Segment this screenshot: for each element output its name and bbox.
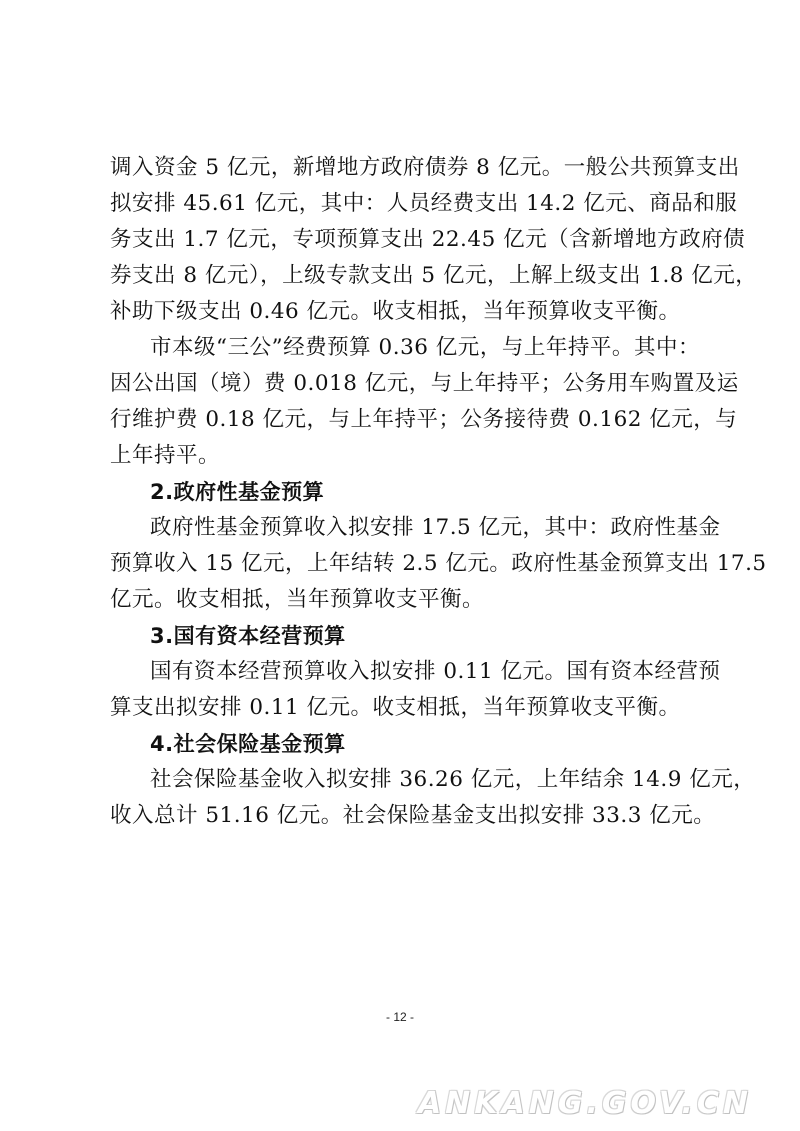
section-heading: 3.国有资本经营预算 xyxy=(150,624,346,648)
section-heading: 2.政府性基金预算 xyxy=(150,480,325,504)
text-line: 国有资本经营预算收入拟安排 0.11 亿元。国有资本经营预 xyxy=(150,659,721,684)
text-line: 券支出 8 亿元），上级专款支出 5 亿元，上解上级支出 1.8 亿元， xyxy=(110,263,758,288)
text-line: 调入资金 5 亿元，新增地方政府债券 8 亿元。一般公共预算支出 xyxy=(110,155,740,180)
text-line: 亿元。收支相抵，当年预算收支平衡。 xyxy=(110,587,485,612)
text-line: 拟安排 45.61 亿元，其中：人员经费支出 14.2 亿元、商品和服 xyxy=(110,191,738,216)
text-line: 预算收入 15 亿元，上年结转 2.5 亿元。政府性基金预算支出 17.5 xyxy=(110,551,767,576)
text-line: 收入总计 51.16 亿元。社会保险基金支出拟安排 33.3 亿元。 xyxy=(110,803,716,828)
text-line: 行维护费 0.18 亿元，与上年持平；公务接待费 0.162 亿元，与 xyxy=(110,407,738,432)
text-line: 市本级“三公”经费预算 0.36 亿元，与上年持平。其中： xyxy=(150,335,700,360)
text-line: 算支出拟安排 0.11 亿元。收支相抵，当年预算收支平衡。 xyxy=(110,695,681,720)
section-heading: 4.社会保险基金预算 xyxy=(150,732,346,756)
page-number: - 12 - xyxy=(385,1010,414,1024)
text-line: 政府性基金预算收入拟安排 17.5 亿元，其中：政府性基金 xyxy=(150,515,721,540)
text-line: 因公出国（境）费 0.018 亿元，与上年持平；公务用车购置及运 xyxy=(110,371,739,396)
text-line: 务支出 1.7 亿元，专项预算支出 22.45 亿元（含新增地方政府债 xyxy=(110,227,746,252)
document-body xyxy=(110,150,767,834)
text-line: 社会保险基金收入拟安排 36.26 亿元，上年结余 14.9 亿元， xyxy=(150,767,756,792)
text-line: 补助下级支出 0.46 亿元。收支相抵，当年预算收支平衡。 xyxy=(110,299,681,324)
text-line: 上年持平。 xyxy=(110,443,221,468)
watermark: ANKANG.GOV.CN xyxy=(417,1086,752,1121)
